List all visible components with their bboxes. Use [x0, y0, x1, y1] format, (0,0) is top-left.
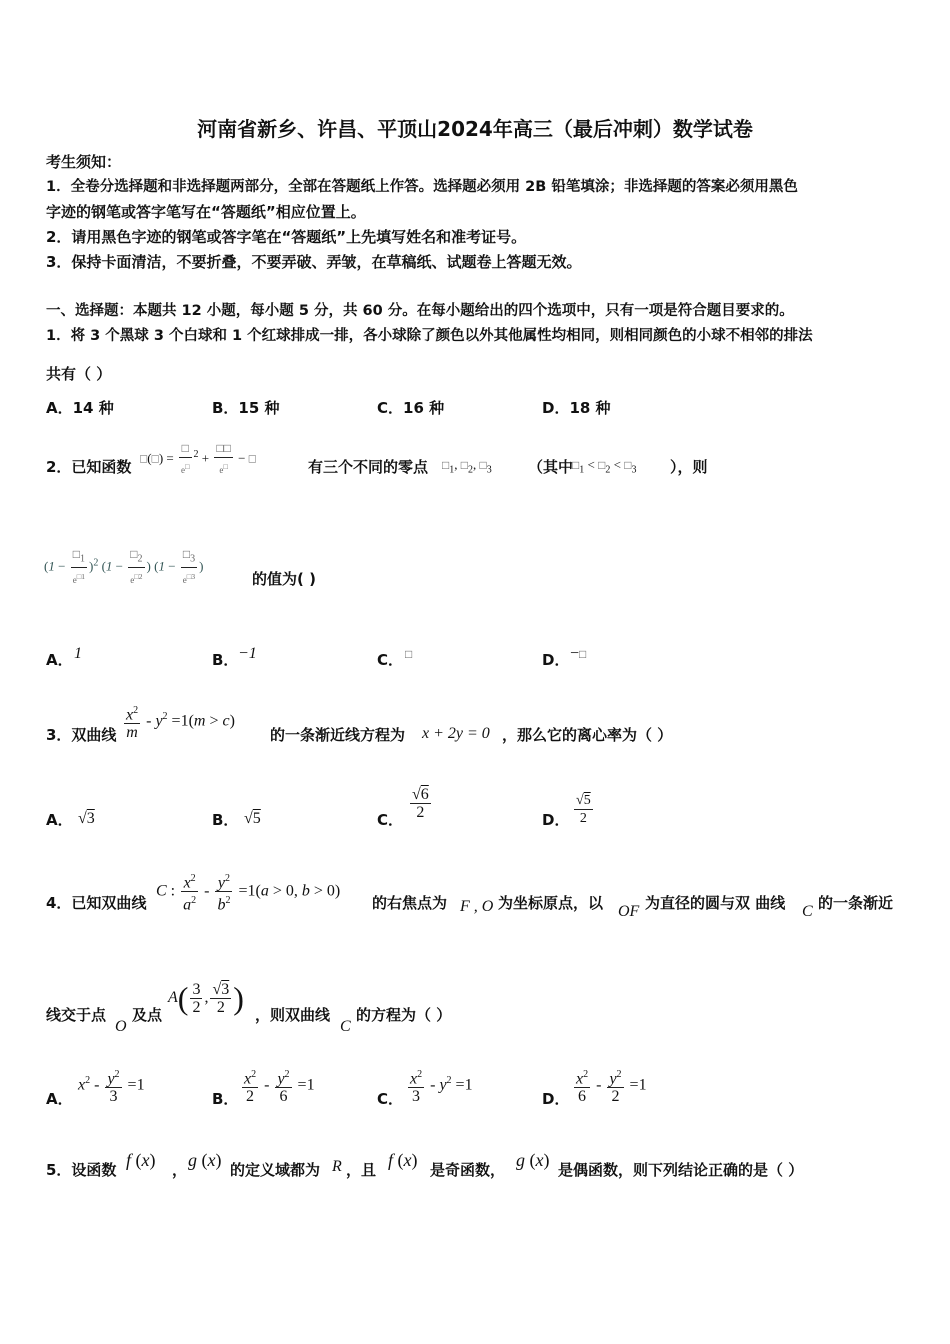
q4-option-c-value: $\frac{x^2}{3}$ - $y^2 =1$ — [406, 1066, 473, 1105]
question-2-middle: 有三个不同的零点 — [308, 458, 429, 476]
q4-curve-c-2: C — [340, 1018, 351, 1035]
question-3-middle: 的一条渐近线方程为 — [270, 726, 406, 744]
q2-expression: (1 − $\frac{□_1}{e^{□1}}$ )$^2$ (1 − $\frac{□_2}{e^{□2}}$ ) (1 − $\frac{□_3}{e^{□3}}$ ) — [44, 547, 204, 586]
q4-curve-c: C — [802, 903, 813, 920]
question-3-suffix: ，那么它的离心率为（ ） — [502, 726, 673, 744]
q4-segment-of: OF — [618, 903, 640, 920]
question-5-text-4: 是偶函数，则下列结论正确的是（ ） — [558, 1161, 804, 1179]
q4-focus-origin: F , O — [460, 898, 494, 915]
q2-option-d-label: D． — [542, 651, 570, 669]
q4-hyperbola-equation: C : $\frac{x^2}{a^2}$ - $\frac{y^2}{b^2}$ =1(a > 0, b > 0) — [156, 870, 340, 914]
q5-function-f: f (x) — [126, 1150, 156, 1170]
q2-zero-order: $□_1$ < $□_2$ < $□_3$ — [572, 457, 637, 476]
q5-function-g-2: g (x) — [516, 1150, 550, 1170]
q3-option-b-label: B． — [212, 811, 239, 829]
question-2-prefix: 2．已知函数 — [46, 458, 132, 476]
q3-option-d-label: D． — [542, 811, 570, 829]
question-4-line2c: ，则双曲线 — [255, 1006, 331, 1024]
question-1-stem: 1．将 3 个黑球 3 个白球和 1 个红球排成一排，各小球除了颜色以外其他属性均相同，则相同颜色的小球不相邻的排法 — [46, 328, 813, 344]
question-1-stem-cont: 共有（ ） — [46, 365, 112, 383]
q5-domain-r: R — [332, 1158, 342, 1175]
q2-option-b-value: −1 — [238, 645, 257, 662]
question-5-text-2: ，且 — [346, 1161, 377, 1179]
question-5-text-1: 的定义域都为 — [230, 1161, 321, 1179]
question-3-prefix: 3．双曲线 — [46, 726, 117, 744]
q2-option-b-label: B． — [212, 651, 239, 669]
q4-option-b-label: B． — [212, 1090, 239, 1108]
q3-asymptote: x + 2y = 0 — [422, 725, 490, 742]
q2-option-a-value: 1 — [74, 645, 82, 662]
q2-option-d-value: −□ — [570, 645, 587, 662]
question-4-prefix: 4．已知双曲线 — [46, 894, 147, 912]
q4-option-d-value: $\frac{x^2}{6}$ - $\frac{y^2}{2}$ =1 — [572, 1066, 647, 1105]
q2-option-a-label: A． — [46, 651, 73, 669]
notice-item-3: 3．保持卡面清洁，不要折叠，不要弄破、弄皱，在草稿纸、试题卷上答题无效。 — [46, 253, 582, 271]
question-5-comma: ， — [172, 1161, 188, 1179]
notice-item-1-cont: 字迹的钢笔或答字笔写在“答题纸”相应位置上。 — [46, 203, 366, 221]
notice-item-2: 2．请用黑色字迹的钢笔或答字笔在“答题纸”上先填写姓名和准考证号。 — [46, 228, 527, 246]
question-4-text-3: 为直径的圆与双 曲线 — [645, 894, 786, 912]
q3-option-b-value: √5 — [244, 810, 261, 827]
q5-function-f-2: f (x) — [388, 1150, 418, 1170]
q3-option-c-label: C． — [377, 811, 404, 829]
q1-option-b: B．15 种 — [212, 399, 280, 417]
q1-option-c: C．16 种 — [377, 399, 445, 417]
q1-option-a: A．14 种 — [46, 399, 114, 417]
question-5-prefix: 5．设函数 — [46, 1161, 117, 1179]
question-2-paren: （其中 — [528, 458, 574, 476]
q4-option-a-label: A． — [46, 1090, 73, 1108]
q1-option-d: D．18 种 — [542, 399, 611, 417]
question-4-text-4: 的一条渐近 — [818, 894, 894, 912]
q5-function-g: g (x) — [188, 1150, 222, 1170]
q3-option-d-value: $\frac{√5}{2}$ — [576, 793, 591, 826]
q3-option-a-value: √3 — [78, 810, 95, 827]
page-title: 河南省新乡、许昌、平顶山2024年高三（最后冲刺）数学试卷 — [197, 117, 753, 141]
question-4-line2d: 的方程为（ ） — [356, 1006, 452, 1024]
q4-option-c-label: C． — [377, 1090, 404, 1108]
q3-option-c-value: $\frac{√6}{2}$ — [412, 786, 429, 821]
question-4-line2b: 及点 — [132, 1006, 163, 1024]
question-4-text-2: 为坐标原点，以 — [498, 894, 604, 912]
q4-option-d-label: D． — [542, 1090, 570, 1108]
q4-point-a: A( $\frac{3}{2}$ , $\frac{√3}{2}$ ) — [168, 980, 244, 1016]
q2-function-formula: □(□) = $\frac{□}{e^□}$ $^2$ + $\frac{□□}{e^□}$ − □ — [140, 441, 256, 475]
question-5-text-3: 是奇函数， — [430, 1161, 506, 1179]
q2-zeros: $□_1$, $□_2$, $□_3$ — [442, 457, 492, 476]
section-heading: 一、选择题：本题共 12 小题，每小题 5 分，共 60 分。在每小题给出的四个选项中，只有一项是符合题目要求的。 — [46, 303, 794, 319]
q4-point-o: O — [115, 1018, 127, 1035]
q3-option-a-label: A． — [46, 811, 73, 829]
notice-heading: 考生须知： — [46, 153, 122, 171]
q2-option-c-value: □ — [405, 647, 413, 661]
q4-option-a-value: $x^2$ - $\frac{y^2}{3}$ =1 — [78, 1066, 145, 1105]
question-4-text-1: 的右焦点为 — [372, 894, 448, 912]
q4-option-b-value: $\frac{x^2}{2}$ - $\frac{y^2}{6}$ =1 — [240, 1066, 315, 1105]
question-2-paren-end: ），则 — [670, 458, 708, 476]
q3-hyperbola-equation: $\frac{x^2}{m}$ - $y^2 =1(m > c)$ — [122, 702, 235, 741]
q2-option-c-label: C． — [377, 651, 404, 669]
notice-item-1: 1．全卷分选择题和非选择题两部分，全部在答题纸上作答。选择题必须用 2B 铅笔填涂；非选择题的答案必须用黑色 — [46, 179, 798, 195]
question-4-line2a: 线交于点 — [46, 1006, 107, 1024]
question-2-value-of: 的值为( ) — [252, 570, 316, 588]
